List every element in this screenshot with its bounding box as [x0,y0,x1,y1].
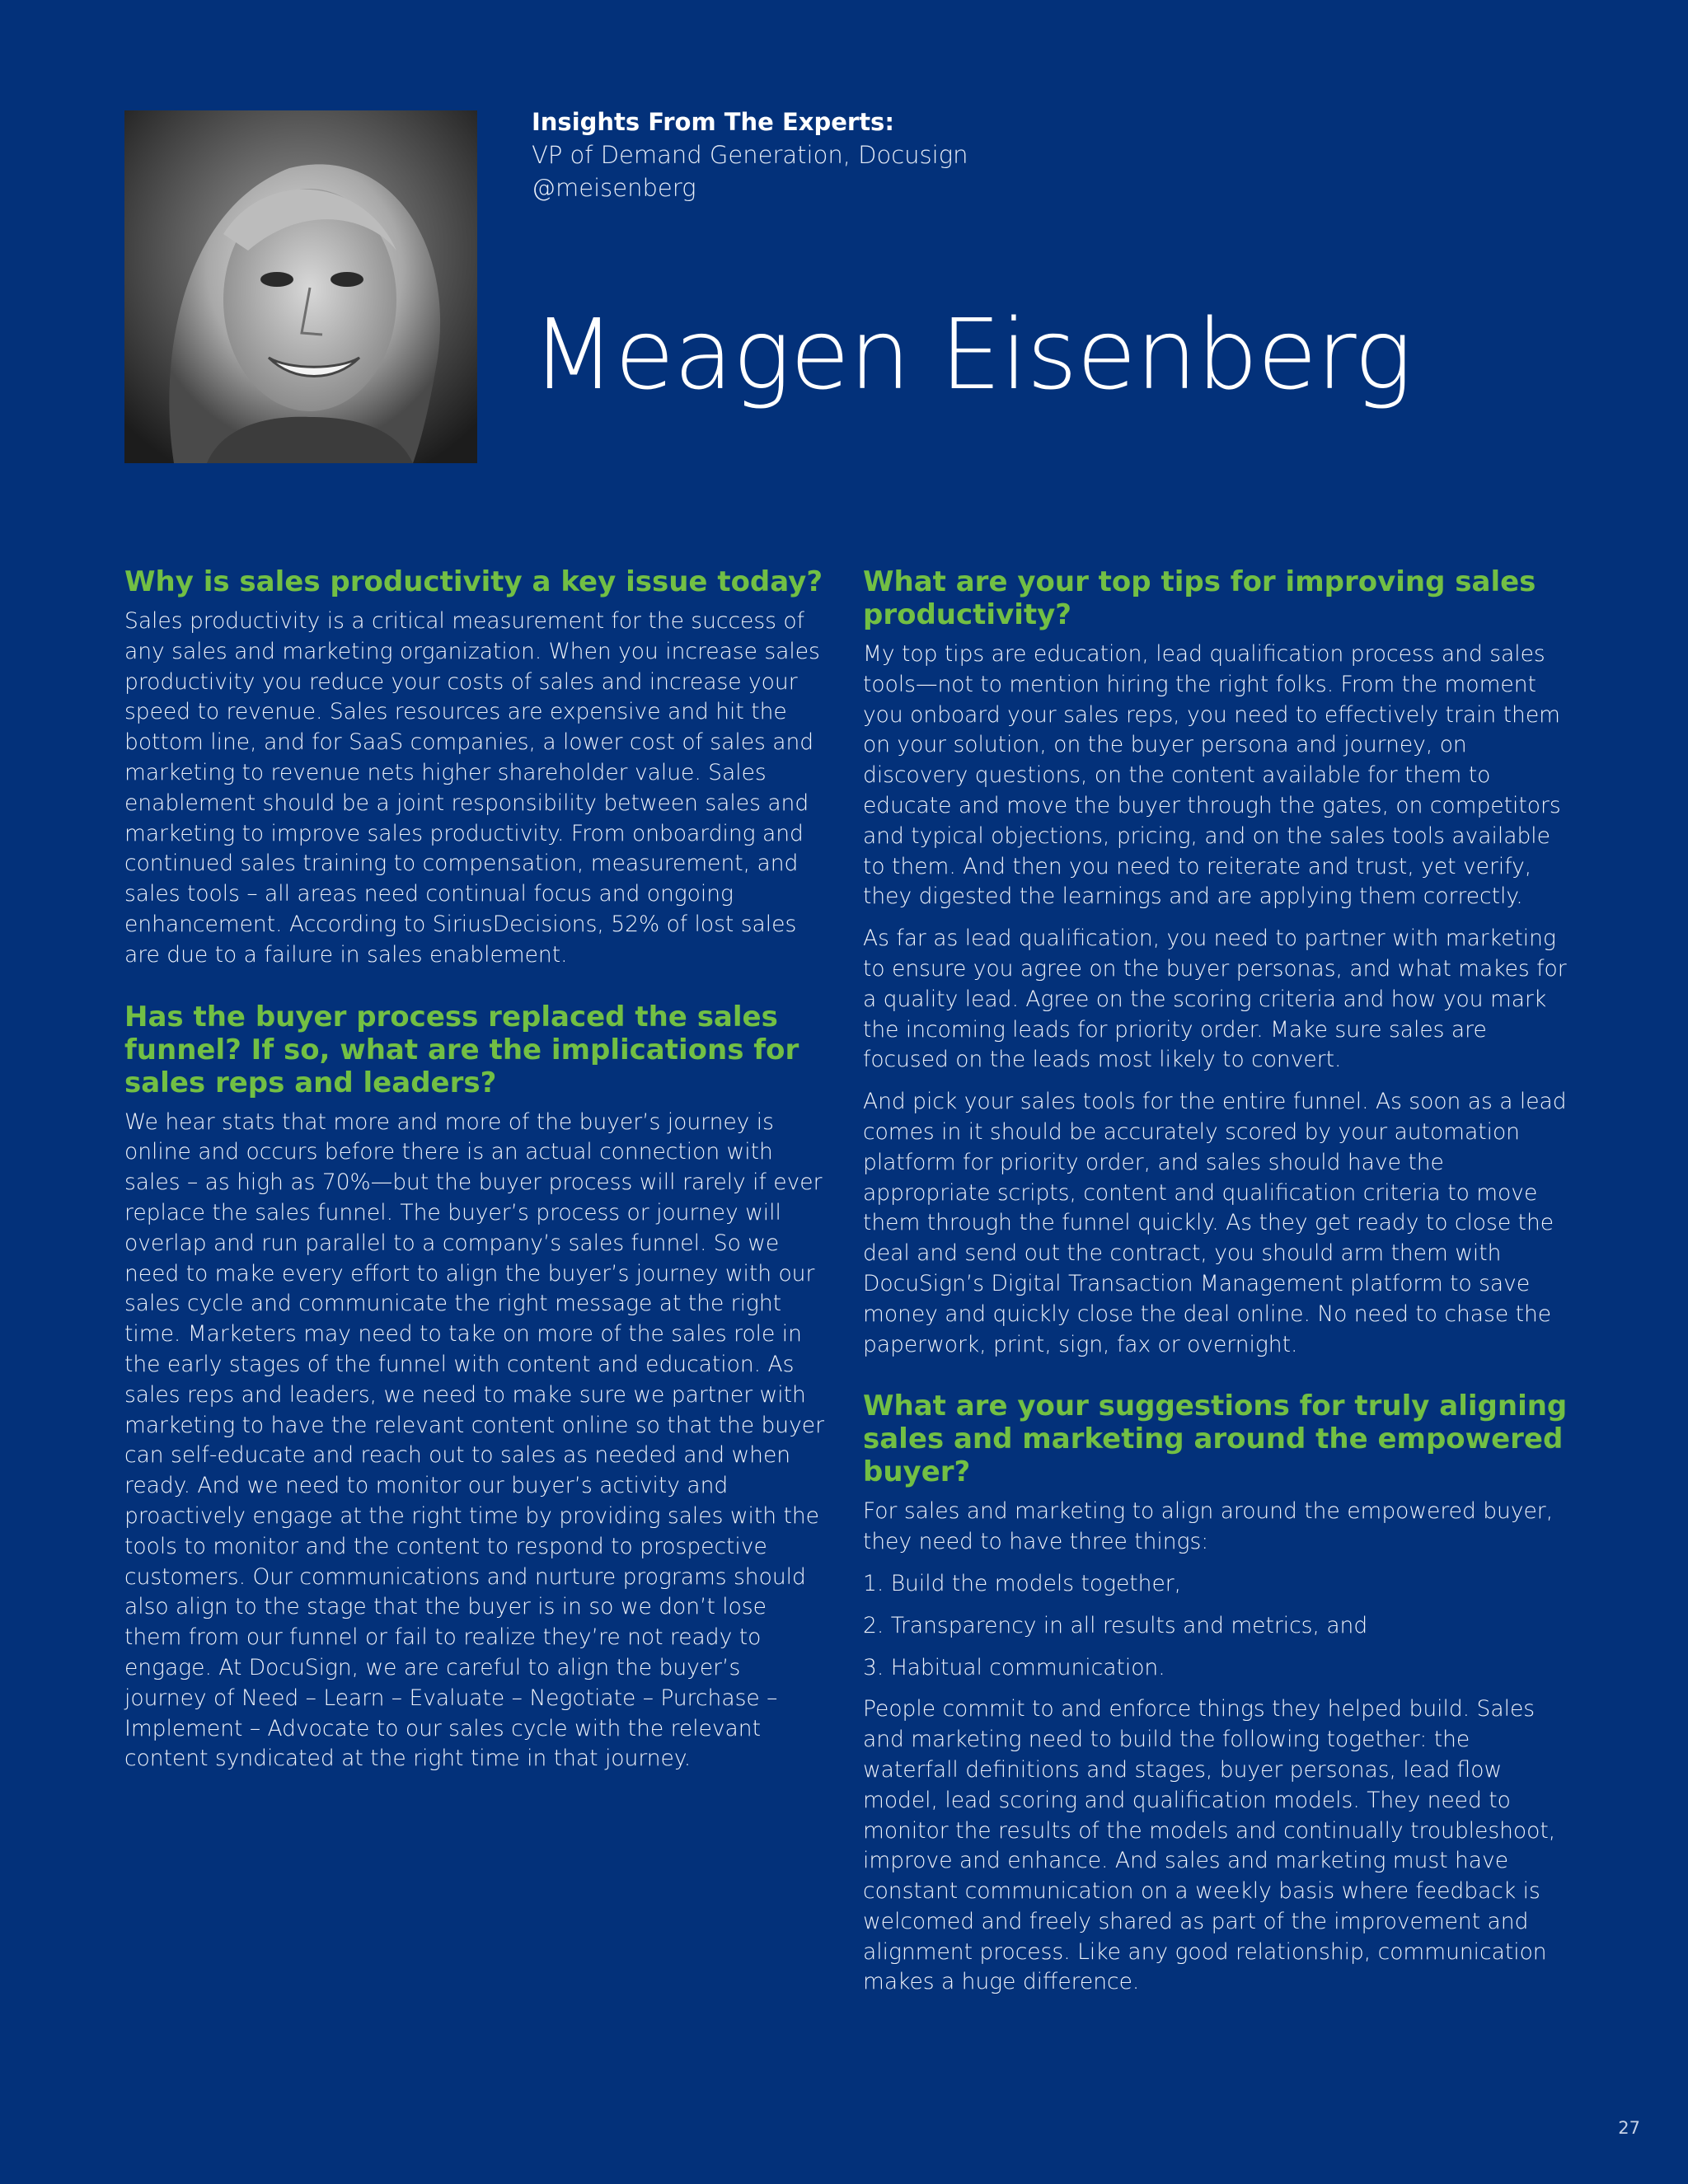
section-heading: What are your suggestions for truly aligning sales and marketing around the empowered buyer? [863,1390,1568,1489]
expert-role: VP of Demand Generation, Docusign [532,141,968,169]
section-paragraph: As far as lead qualification, you need to partner with marketing to ensure you agree on the buyer personas, and what makes for a quality lead. Agree on the scoring criteria and how you mark the incoming leads for priority order. Make sure sales are focused on the leads most likely to convert. [863,926,1567,1073]
section-paragraph: And pick your sales tools for the entire funnel. As soon as a lead comes in it should be accurately scored by your automation platform for priority order, and sales should have the appropriate scripts, content and qualification criteria to move them through the funnel quickly. As they get ready to close the deal and send out the contract, you should arm them with DocuSign’s Digital Transaction Management platform to save money and quickly close the deal online. No need to chase the paperwork, print, sign, fax or overnight. [863,1089,1567,1357]
section-paragraph: People commit to and enforce things they helped build. Sales and marketing need to build the following together: the waterfall definitions and stages, buyer personas, lead flow model, lead scoring and qualification models. They need to monitor the results of the models and continually troubleshoot, improve and enhance. And sales and marketing must have constant communication on a weekly basis where feedback is welcomed and freely shared as part of the improvement and alignment process. Like any good relationship, communication makes a huge difference. [863,1696,1556,1995]
section-paragraph: My top tips are education, lead qualification process and sales tools—not to mention hiring the right folks. From the moment you onboard your sales reps, you need to effectively train them on your solution, on the buyer persona and journey, on discovery questions, on the content available for them to educate and move the buyer through the gates, on competitors and typical objections, pricing, and on the sales tools available to them. And then you need to reiterate and trust, yet verify, they digested the learnings and are applying them correctly. [863,641,1561,910]
insights-label: Insights From The Experts: [532,108,894,136]
expert-header [532,105,1603,204]
page-number: 27 [1618,2118,1640,2138]
list-item: 3. Habitual communication. [863,1654,1165,1680]
twitter-handle: @meisenberg [532,174,696,202]
portrait-photo [124,110,477,463]
left-column [124,565,825,1786]
section-paragraph: We hear stats that more and more of the buyer’s journey is online and occurs before there is an actual connection with sales – as high as 70%—but the buyer process will rarely if ever replace the sales funnel. The buyer’s process or journey will overlap and run parallel to a company’s sales funnel. So we need to make every effort to align the buyer’s journey with our sales cycle and communicate the right message at the right time. Marketers may need to take on more of the sales role in the early stages of the funnel with content and education. As sales reps and leaders, we need to make sure we partner with marketing to have the relevant content online so that the buyer can self-educate and reach out to sales as needed and when ready. And we need to monitor our buyer’s activity and proactively engage at the right time by providing sales with the tools to monitor and the content to respond to prospective customers. Our communications and nurture programs should also align to the stage that the buyer is in so we don’t lose them from our funnel or fail to realize they’re not ready to engage. At DocuSign, we are careful to align the buyer’s journey of Need – Learn – Evaluate – Negotiate – Purchase – Implement – Advocate to our sales cycle with the relevant content syndicated at the right time in that journey. [124,1108,824,1772]
expert-name: Meagen Eisenberg [532,298,1412,411]
section-heading: Has the buyer process replaced the sales funnel? If so, what are the implications for sales reps and leaders? [124,1000,799,1099]
list-item: 2. Transparency in all results and metrics, and [863,1612,1368,1638]
list-item: 1. Build the models together, [863,1570,1182,1596]
section-paragraph: For sales and marketing to align around the empowered buyer, they need to have three things: [863,1498,1554,1555]
section-paragraph: Sales productivity is a critical measurement for the success of any sales and marketing organization. When you increase sales productivity you reduce your costs of sales and increase your speed to revenue. Sales resources are expensive and hit the bottom line, and for SaaS companies, a lower cost of sales and marketing to revenue nets higher shareholder value. Sales enablement should be a joint responsibility between sales and marketing to improve sales productivity. From onboarding and continued sales training to compensation, measurement, and sales tools – all areas need continual focus and ongoing enhancement. According to SiriusDecisions, 52% of lost sales are due to a failure in sales enablement. [124,608,820,968]
right-column [863,565,1572,2009]
section-heading: What are your top tips for improving sales productivity? [863,565,1536,631]
section-heading: Why is sales productivity a key issue today? [124,565,823,598]
portrait-illustration [124,110,477,463]
